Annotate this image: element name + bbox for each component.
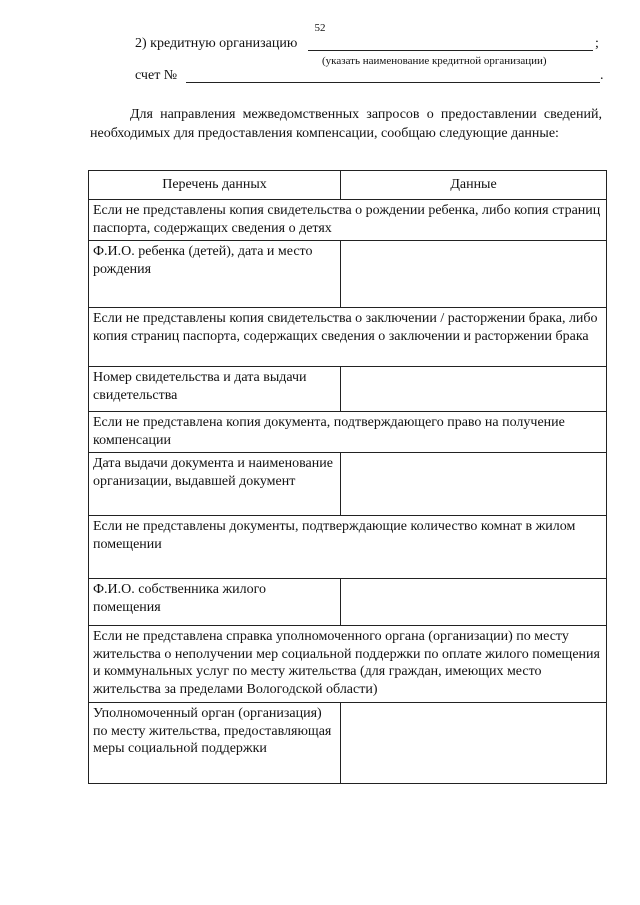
bank-end-mark: ; [595, 36, 599, 51]
field-row-owner [89, 579, 607, 626]
section-row-compensation [89, 412, 607, 453]
bank-hint: (указать наименование кредитной организации) [322, 55, 547, 67]
field-row-document [89, 453, 607, 516]
intro-paragraph: Для направления межведомственных запросов о предоставлении сведений, необходимых для предоставления компенсации, сообщаю следующие данные: [90, 107, 602, 141]
field-row-certificate [89, 367, 607, 412]
field-label: Номер свидетельства и дата выдачи свидетельства [89, 367, 341, 412]
bank-name-field[interactable] [308, 50, 593, 51]
field-label: Ф.И.О. собственника жилого помещения [89, 579, 341, 626]
account-number-field[interactable] [186, 82, 600, 83]
table-header-row [89, 171, 607, 200]
data-table [88, 170, 607, 784]
field-value-child[interactable] [341, 241, 607, 308]
page-number: 52 [314, 22, 326, 34]
field-value-owner[interactable] [341, 579, 607, 626]
field-row-authority [89, 703, 607, 784]
field-value-document[interactable] [341, 453, 607, 516]
section-row-birth [89, 200, 607, 241]
field-label: Уполномоченный орган (организация) по месту жительства, предоставляющая меры социальной поддержки [89, 703, 341, 784]
section-text: Если не представлена справка уполномоченного органа (организации) по месту жительства о неполучении мер социальной поддержки по оплате жилого помещения и коммунальных услуг по месту жительства (для граждан, имеющих место жительства за пределами Вологодской области) [89, 626, 607, 703]
section-row-certificate-authority [89, 626, 607, 703]
section-text: Если не представлена копия документа, подтверждающего право на получение компенсации [89, 412, 607, 453]
bank-label: 2) кредитную организацию [135, 36, 298, 51]
section-text: Если не представлены копия свидетельства о рождении ребенка, либо копия страниц паспорта, содержащих сведения о детях [89, 200, 607, 241]
header-data-values: Данные [341, 171, 607, 200]
section-text: Если не представлены документы, подтверждающие количество комнат в жилом помещении [89, 516, 607, 579]
account-end-mark: . [600, 68, 604, 83]
section-row-marriage [89, 308, 607, 367]
field-label: Дата выдачи документа и наименование организации, выдавшей документ [89, 453, 341, 516]
field-label: Ф.И.О. ребенка (детей), дата и место рождения [89, 241, 341, 308]
section-row-rooms [89, 516, 607, 579]
field-value-authority[interactable] [341, 703, 607, 784]
field-row-child [89, 241, 607, 308]
header-data-list: Перечень данных [89, 171, 341, 200]
field-value-certificate[interactable] [341, 367, 607, 412]
section-text: Если не представлены копия свидетельства о заключении / расторжении брака, либо копия страниц паспорта, содержащих сведения о заключении и расторжении брака [89, 308, 607, 367]
account-label: счет № [135, 68, 178, 83]
